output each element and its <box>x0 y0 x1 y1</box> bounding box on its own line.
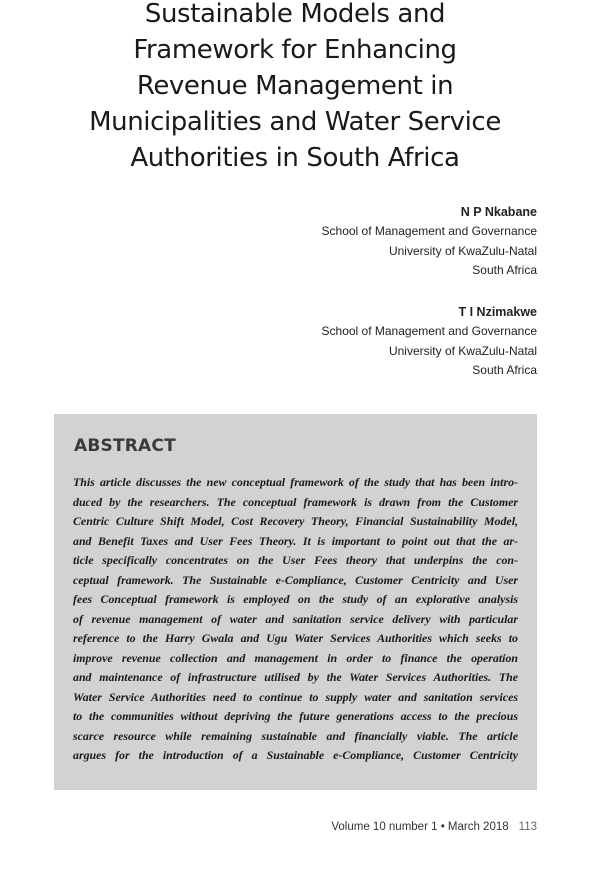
abstract-line: and Benefit Taxes and User Fees Theory. It is important to point out that the ar- <box>73 533 518 548</box>
abstract-line: ticle specifically concentrates on the User Fees theory that underpins the con- <box>73 553 518 567</box>
author-block-1 <box>322 202 537 281</box>
author-block-2 <box>322 302 537 381</box>
title-line: Revenue Management in <box>136 71 454 101</box>
abstract-line: of revenue management of water and sanitation service delivery with particular <box>73 611 518 626</box>
abstract-line: and maintenance of infrastructure utilised by the Water Services Authorities. The <box>73 670 518 684</box>
abstract-line: improve revenue collection and management in order to finance the operation <box>73 650 518 665</box>
title-line: Municipalities and Water Service <box>89 107 501 137</box>
author-country: South Africa <box>472 363 537 377</box>
abstract-line: to the communities without depriving the future generations access to the precious <box>73 709 518 723</box>
abstract-heading: ABSTRACT <box>74 436 176 456</box>
title-line: Authorities in South Africa <box>130 143 460 173</box>
abstract-line: Centric Culture Shift Model, Cost Recovery Theory, Financial Sustainability Model, <box>73 514 518 528</box>
abstract-line: ceptual framework. The Sustainable e-Compliance, Customer Centricity and User <box>73 572 518 587</box>
title-line: Sustainable Models and <box>144 0 446 29</box>
author-country: South Africa <box>472 263 537 277</box>
abstract-line: duced by the researchers. The conceptual framework is drawn from the Customer <box>73 494 518 509</box>
paper-title <box>20 0 570 176</box>
abstract-box <box>54 414 537 790</box>
author-school: School of Management and Governance <box>321 224 537 238</box>
journal-issue: Volume 10 number 1 • March 2018 <box>331 821 509 833</box>
author-school: School of Management and Governance <box>321 324 537 338</box>
abstract-line: scarce resource while remaining sustainable and financially viable. The article <box>73 728 518 743</box>
page-number: 113 <box>518 821 537 833</box>
abstract-line: argues for the introduction of a Sustainable e-Compliance, Customer Centricity <box>73 748 518 762</box>
title-line: Framework for Enhancing <box>133 35 457 65</box>
abstract-line: reference to the Harry Gwala and Ugu Water Services Authorities which seeks to <box>73 631 518 645</box>
abstract-line: Water Service Authorities need to continue to supply water and sanitation services <box>73 689 518 704</box>
abstract-line: This article discusses the new conceptual framework of the study that has been intro- <box>73 475 518 489</box>
author-university: University of KwaZulu-Natal <box>388 243 537 258</box>
abstract-text <box>73 473 518 766</box>
author-name: N P Nkabane <box>460 205 537 219</box>
abstract-line: fees Conceptual framework is employed on the study of an explorative analysis <box>73 592 518 606</box>
page-footer <box>331 821 537 833</box>
author-university: University of KwaZulu-Natal <box>388 343 537 358</box>
author-name: T I Nzimakwe <box>458 305 537 319</box>
